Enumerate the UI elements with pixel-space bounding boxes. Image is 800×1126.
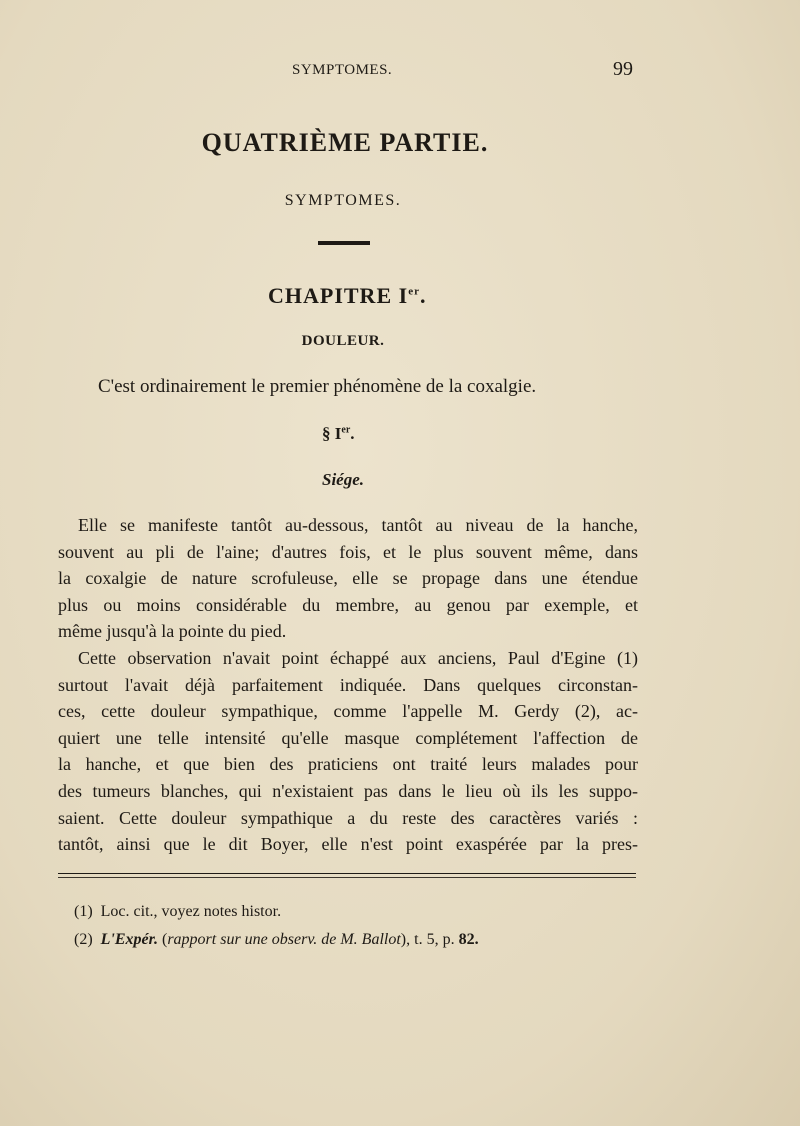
footnote-1: [74, 898, 479, 926]
part-title: QUATRIÈME PARTIE.: [201, 128, 489, 157]
text-line: souvent au pli de l'aine; d'autres fois, et le plus souvent même, dans: [58, 541, 638, 562]
footnote-mark: (1): [74, 903, 93, 920]
page-number: 99: [613, 58, 633, 80]
text-line: Elle se manifeste tantôt au-dessous, tantôt au niveau de la hanche,: [78, 515, 638, 535]
chapter-title: [268, 283, 426, 309]
section-title: Siége.: [322, 470, 365, 489]
text-line: la coxalgie de nature scrofuleuse, elle se propage dans une étendue: [58, 568, 638, 589]
footnote-text: Loc. cit., voyez notes histor.: [100, 903, 282, 920]
text-line: plus ou moins considérable du membre, au genou par exemple, et: [58, 594, 638, 615]
text-line: saient. Cette douleur sympathique a du reste des caractères variés :: [58, 807, 638, 828]
text-line: des tumeurs blanches, qui n'existaient pas dans le lieu où ils les suppo-: [58, 780, 638, 801]
text-line: ces, cette douleur sympathique, comme l'appelle M. Gerdy (2), ac-: [58, 701, 638, 722]
footnote-source: L'Expér.: [100, 931, 158, 948]
section-mark: § I: [322, 424, 342, 443]
footnote-detail: rapport sur une observ. de M. Ballot: [167, 931, 401, 948]
part-subtitle: SYMPTOMES.: [284, 192, 402, 209]
footnote-mark: (2): [74, 931, 93, 948]
ornamental-rule: [318, 241, 370, 245]
footnotes: [74, 898, 479, 954]
footnote-detail-close: ), t. 5, p.: [400, 931, 459, 948]
footnote-page: 82.: [458, 931, 479, 948]
chapter-label-superscript: er: [408, 285, 420, 298]
body-text: [58, 512, 638, 858]
footnote-separator: [58, 873, 636, 874]
footnote-detail-open: (: [158, 931, 168, 948]
chapter-label: CHAPITRE I: [268, 283, 409, 308]
text-line: tantôt, ainsi que le dit Boyer, elle n'est point exaspérée par la pres-: [58, 834, 638, 855]
footnote-2: [74, 926, 479, 954]
text-line: surtout l'avait déjà parfaitement indiquée. Dans quelques circonstan-: [58, 674, 638, 695]
text-line: quiert une telle intensité qu'elle masque complétement l'affection de: [58, 727, 638, 748]
paragraph-2: [58, 645, 638, 858]
section-mark-superscript: er: [341, 424, 351, 436]
section-heading: [322, 424, 355, 444]
footnote-separator-thin: [58, 877, 636, 878]
chapter-label-period: .: [419, 283, 427, 308]
intro-sentence: C'est ordinairement le premier phénomène de la coxalgie.: [98, 376, 537, 397]
running-head: SYMPTOMES.: [292, 62, 393, 78]
text-line: la hanche, et que bien des praticiens ont traité leurs malades pour: [58, 754, 638, 775]
paragraph-1: [58, 512, 638, 645]
chapter-subtitle: DOULEUR.: [301, 333, 385, 349]
text-line: même jusqu'à la pointe du pied.: [58, 621, 287, 642]
text-line: Cette observation n'avait point échappé aux anciens, Paul d'Egine (1): [78, 647, 638, 668]
section-mark-period: .: [350, 424, 355, 443]
